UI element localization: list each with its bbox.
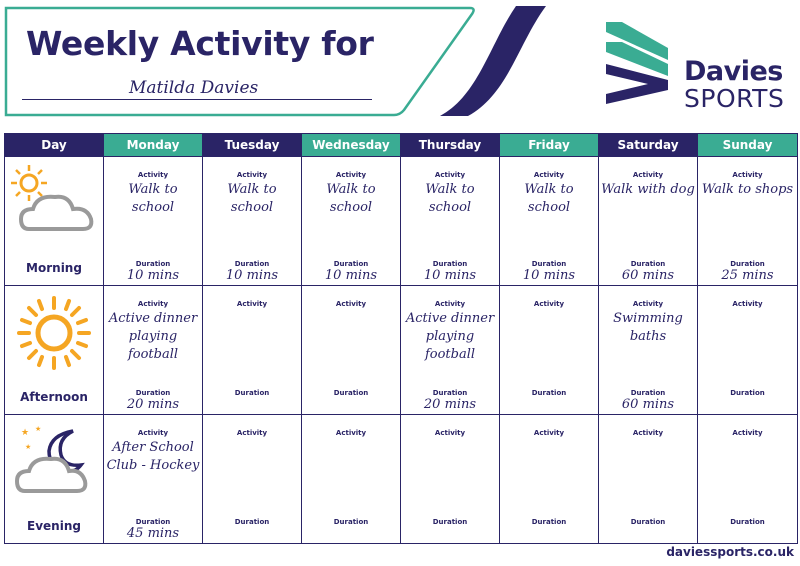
duration-label: Duration bbox=[531, 260, 567, 268]
duration-value: 25 mins bbox=[721, 268, 774, 283]
duration-label: Duration bbox=[730, 260, 765, 268]
activity-cell[interactable] bbox=[302, 286, 401, 415]
day-label: Afternoon bbox=[20, 390, 88, 404]
duration-label: Duration bbox=[432, 518, 468, 526]
activity-value: After School Club - Hockey bbox=[106, 440, 200, 473]
duration-value: 10 mins bbox=[225, 268, 279, 283]
activity-value: Walk with dog bbox=[601, 182, 695, 197]
activity-label: Activity bbox=[732, 300, 763, 308]
activity-label: Activity bbox=[137, 171, 169, 179]
sun-icon bbox=[11, 294, 97, 384]
activity-value: Walk to school bbox=[326, 182, 376, 215]
header-row bbox=[5, 134, 798, 157]
duration-label: Duration bbox=[234, 389, 270, 397]
duration-label: Duration bbox=[135, 389, 171, 397]
header-monday: Monday bbox=[104, 134, 203, 157]
day-cell bbox=[5, 157, 104, 286]
header-sunday: Sunday bbox=[698, 134, 798, 157]
activity-label: Activity bbox=[434, 429, 466, 437]
duration-label: Duration bbox=[135, 260, 171, 268]
activity-cell[interactable] bbox=[203, 286, 302, 415]
svg-text:★: ★ bbox=[21, 428, 30, 438]
duration-value: 10 mins bbox=[126, 268, 180, 283]
header-saturday: Saturday bbox=[599, 134, 698, 157]
activity-label: Activity bbox=[335, 429, 367, 437]
title-box bbox=[4, 6, 476, 116]
activity-cell[interactable] bbox=[302, 157, 401, 286]
day-label: Morning bbox=[26, 261, 82, 275]
duration-label: Duration bbox=[630, 389, 666, 397]
activity-cell[interactable] bbox=[599, 415, 698, 544]
activity-value: Walk to school bbox=[128, 182, 178, 215]
activity-label: Activity bbox=[236, 300, 268, 308]
activity-label: Activity bbox=[632, 300, 664, 308]
activity-label: Activity bbox=[732, 171, 763, 179]
logo-chevron-icon bbox=[602, 20, 682, 104]
duration-label: Duration bbox=[730, 518, 765, 526]
duration-label: Duration bbox=[333, 518, 369, 526]
activity-cell[interactable] bbox=[698, 286, 798, 415]
duration-value: 45 mins bbox=[126, 526, 180, 541]
day-cell bbox=[5, 415, 104, 544]
duration-label: Duration bbox=[730, 389, 765, 397]
activity-cell[interactable] bbox=[500, 415, 599, 544]
davies-sports-logo bbox=[602, 20, 798, 113]
activity-label: Activity bbox=[236, 429, 268, 437]
duration-value: 20 mins bbox=[423, 397, 477, 412]
header-thursday: Thursday bbox=[401, 134, 500, 157]
duration-label: Duration bbox=[630, 518, 666, 526]
logo-word-davies: Davies bbox=[684, 56, 783, 87]
duration-value: 10 mins bbox=[423, 268, 477, 283]
activity-cell[interactable] bbox=[698, 157, 798, 286]
student-name: Matilda Davies bbox=[129, 78, 259, 98]
activity-label: Activity bbox=[335, 171, 367, 179]
activity-label: Activity bbox=[632, 171, 664, 179]
header-friday: Friday bbox=[500, 134, 599, 157]
duration-value: 60 mins bbox=[621, 397, 675, 412]
duration-label: Duration bbox=[333, 260, 369, 268]
header-day: Day bbox=[5, 134, 104, 157]
activity-label: Activity bbox=[533, 429, 565, 437]
moon-cloud-icon bbox=[11, 423, 97, 513]
activity-table bbox=[4, 133, 798, 544]
activity-cell[interactable] bbox=[401, 157, 500, 286]
table-row bbox=[5, 286, 798, 415]
activity-cell[interactable] bbox=[599, 157, 698, 286]
activity-label: Activity bbox=[434, 300, 466, 308]
day-label: Evening bbox=[27, 519, 81, 533]
table-row bbox=[5, 415, 798, 544]
activity-label: Activity bbox=[434, 171, 466, 179]
day-cell bbox=[5, 286, 104, 415]
activity-value: Active dinner playing football bbox=[405, 311, 495, 362]
activity-label: Activity bbox=[533, 171, 565, 179]
activity-label: Activity bbox=[335, 300, 367, 308]
duration-label: Duration bbox=[333, 389, 369, 397]
duration-label: Duration bbox=[630, 260, 666, 268]
duration-label: Duration bbox=[531, 518, 567, 526]
name-underline bbox=[22, 99, 372, 100]
svg-text:★: ★ bbox=[25, 443, 32, 451]
swoosh-graphic bbox=[438, 4, 550, 120]
activity-cell[interactable] bbox=[500, 286, 599, 415]
activity-value: Walk to school bbox=[425, 182, 475, 215]
header-wednesday: Wednesday bbox=[302, 134, 401, 157]
activity-label: Activity bbox=[533, 300, 565, 308]
svg-text:★: ★ bbox=[35, 425, 42, 433]
duration-label: Duration bbox=[531, 389, 567, 397]
header-tuesday: Tuesday bbox=[203, 134, 302, 157]
activity-cell[interactable] bbox=[401, 415, 500, 544]
activity-cell[interactable] bbox=[104, 157, 203, 286]
activity-value: Swimming baths bbox=[613, 311, 683, 344]
page-title: Weekly Activity for bbox=[26, 24, 374, 63]
duration-label: Duration bbox=[432, 260, 468, 268]
duration-value: 10 mins bbox=[522, 268, 576, 283]
activity-cell[interactable] bbox=[104, 286, 203, 415]
activity-cell[interactable] bbox=[401, 286, 500, 415]
activity-cell[interactable] bbox=[302, 415, 401, 544]
activity-cell[interactable] bbox=[203, 415, 302, 544]
activity-label: Activity bbox=[137, 429, 169, 437]
activity-label: Activity bbox=[732, 429, 763, 437]
activity-cell[interactable] bbox=[203, 157, 302, 286]
duration-label: Duration bbox=[135, 518, 171, 526]
duration-value: 10 mins bbox=[324, 268, 378, 283]
activity-cell[interactable] bbox=[698, 415, 798, 544]
activity-label: Activity bbox=[236, 171, 268, 179]
activity-value: Walk to school bbox=[524, 182, 574, 215]
duration-label: Duration bbox=[432, 389, 468, 397]
activity-value: Walk to shops bbox=[701, 182, 794, 197]
activity-value: Walk to school bbox=[227, 182, 277, 215]
duration-value: 60 mins bbox=[621, 268, 675, 283]
table-row bbox=[5, 157, 798, 286]
logo-word-sports: SPORTS bbox=[684, 84, 785, 113]
activity-cell[interactable] bbox=[599, 286, 698, 415]
activity-value: Active dinner playing football bbox=[108, 311, 198, 362]
duration-label: Duration bbox=[234, 260, 270, 268]
activity-cell[interactable] bbox=[104, 415, 203, 544]
duration-value: 20 mins bbox=[126, 397, 180, 412]
activity-cell[interactable] bbox=[500, 157, 599, 286]
activity-label: Activity bbox=[632, 429, 664, 437]
sun-cloud-icon bbox=[11, 165, 97, 255]
duration-label: Duration bbox=[234, 518, 270, 526]
footer-url[interactable]: daviessports.co.uk bbox=[666, 545, 794, 559]
activity-label: Activity bbox=[137, 300, 169, 308]
